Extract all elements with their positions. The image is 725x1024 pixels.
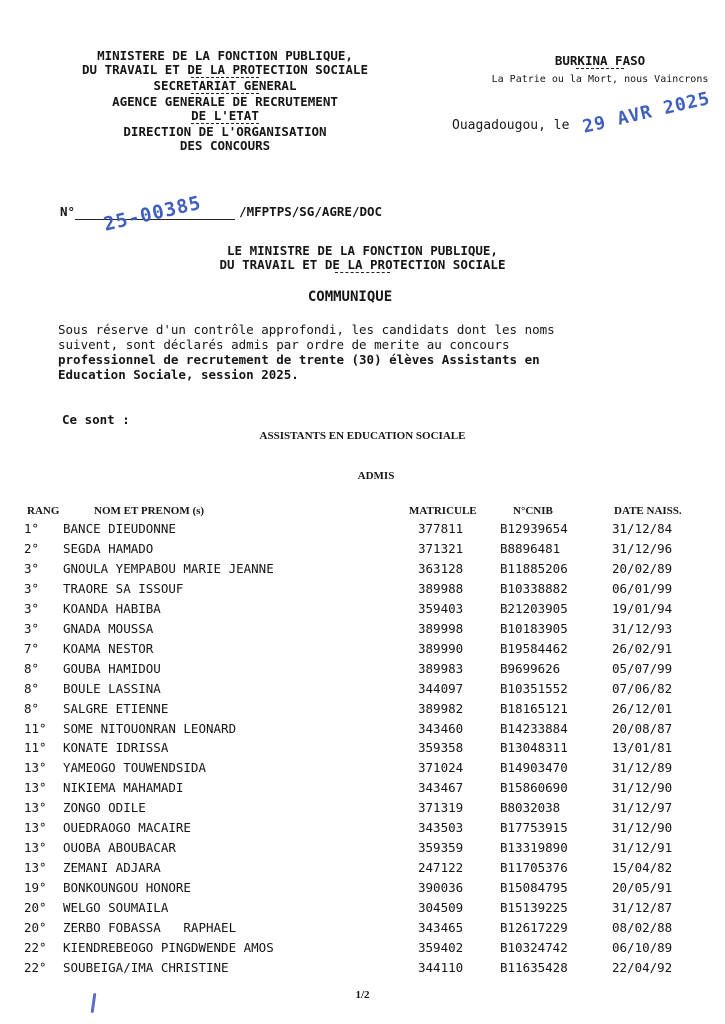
cell-name: WELGO SOUMAILA: [63, 900, 169, 916]
cell-matricule: 359403: [418, 600, 464, 616]
cell-name: GNOULA YEMPABOU MARIE JEANNE: [63, 560, 274, 576]
cell-matricule: 359402: [418, 939, 464, 955]
cell-matricule: 304509: [418, 900, 464, 916]
cell-rank: 13°: [24, 820, 47, 836]
cell-cnib: B15084795: [500, 880, 568, 896]
cell-date: 05/07/99: [612, 660, 673, 676]
cell-date: 31/12/97: [612, 800, 673, 816]
table-row: [0, 860, 725, 880]
cell-rank: 13°: [24, 760, 47, 776]
cell-date: 08/02/88: [612, 920, 673, 935]
cell-matricule: 371319: [418, 800, 464, 816]
cell-date: 31/12/90: [612, 820, 673, 836]
cell-cnib: B13048311: [500, 740, 568, 756]
cell-name: YAMEOGO TOUWENDSIDA: [63, 760, 206, 776]
cell-rank: 11°: [24, 720, 47, 736]
table-row: [0, 521, 725, 541]
cell-cnib: B10351552: [500, 680, 568, 696]
cell-name: TRAORE SA ISSOUF: [63, 580, 184, 596]
table-row: [0, 760, 725, 780]
cell-name: KIENDREBEOGO PINGDWENDE AMOS: [63, 939, 274, 955]
cell-cnib: B10324742: [500, 939, 568, 955]
cell-date: 06/10/89: [612, 939, 673, 955]
minister-heading: [0, 244, 725, 273]
country-name: BURKINA FASO: [554, 53, 646, 68]
ce-sont-label: Ce sont :: [62, 412, 130, 427]
cell-rank: 22°: [24, 939, 47, 955]
cell-name: KONATE IDRISSA: [63, 740, 169, 756]
cell-date: 26/12/01: [612, 700, 673, 716]
cell-name: SEGDA HAMADO: [63, 540, 154, 556]
header-rank: RANG: [27, 505, 60, 517]
table-row: [0, 960, 725, 980]
cell-matricule: 343465: [418, 920, 464, 935]
ref-suffix: /MFPTPS/SG/AGRE/DOC: [239, 204, 383, 219]
cell-name: BANCE DIEUDONNE: [63, 521, 176, 536]
cell-matricule: 371321: [418, 540, 464, 556]
cell-name: NIKIEMA MAHAMADI: [63, 780, 184, 796]
body-line: professionnel de recrutement de trente (30) élèves Assistants en: [58, 352, 540, 367]
separator: [335, 272, 390, 273]
ministry-header: [50, 49, 400, 153]
cell-matricule: 389998: [418, 620, 464, 636]
table-row: [0, 581, 725, 601]
cell-cnib: B11635428: [500, 959, 568, 975]
cell-name: GNADA MOUSSA: [63, 620, 154, 636]
cell-rank: 3°: [24, 600, 40, 616]
cell-name: OUEDRAOGO MACAIRE: [63, 820, 191, 836]
cell-name: BOULE LASSINA: [63, 680, 161, 696]
cell-cnib: B9699626: [500, 660, 561, 676]
header-cnib: N°CNIB: [513, 505, 553, 517]
table-row: [0, 701, 725, 721]
table-row: [0, 541, 725, 561]
cell-rank: 20°: [24, 920, 47, 935]
cell-cnib: B12617229: [500, 920, 568, 935]
header-matricule: MATRICULE: [409, 505, 477, 517]
ministry-line: MINISTERE DE LA FONCTION PUBLIQUE,: [97, 48, 353, 63]
cell-matricule: 344110: [418, 959, 464, 975]
cell-date: 20/08/87: [612, 720, 673, 736]
table-row: [0, 601, 725, 621]
cell-name: ZEMANI ADJARA: [63, 860, 161, 876]
ministry-line: DU TRAVAIL ET DE LA PROTECTION SOCIALE: [82, 62, 368, 77]
cell-cnib: B21203905: [500, 600, 568, 616]
page-number: 1/2: [355, 989, 370, 1001]
cell-cnib: B11885206: [500, 560, 568, 576]
cell-name: ZERBO FOBASSA RAPHAEL: [63, 920, 237, 935]
cell-matricule: 359358: [418, 740, 464, 756]
header-date: DATE NAISS.: [614, 505, 682, 517]
cell-matricule: 389982: [418, 700, 464, 716]
cell-name: BONKOUNGOU HONORE: [63, 880, 191, 896]
ministry-line: DE L'ETAT: [191, 108, 259, 123]
ref-prefix: N°: [60, 204, 76, 219]
cell-rank: 22°: [24, 959, 47, 975]
cell-date: 31/12/84: [612, 521, 673, 536]
cell-matricule: 344097: [418, 680, 464, 696]
body-line: Sous réserve d'un contrôle approfondi, les candidats dont les noms: [58, 322, 555, 337]
cell-cnib: B14903470: [500, 760, 568, 776]
cell-matricule: 389990: [418, 640, 464, 656]
admis-label: ADMIS: [357, 470, 395, 482]
cell-name: SOME NITOUONRAN LEONARD: [63, 720, 237, 736]
cell-rank: 20°: [24, 900, 47, 916]
communique-body: [58, 322, 668, 382]
cell-name: ZONGO ODILE: [63, 800, 146, 816]
cell-name: KOAMA NESTOR: [63, 640, 154, 656]
table-row: [0, 820, 725, 840]
cell-date: 15/04/82: [612, 860, 673, 876]
cell-matricule: 359359: [418, 840, 464, 856]
cell-cnib: B11705376: [500, 860, 568, 876]
cell-cnib: B10183905: [500, 620, 568, 636]
ministry-line: DES CONCOURS: [179, 138, 271, 153]
cell-rank: 1°: [24, 521, 40, 536]
cell-matricule: 343503: [418, 820, 464, 836]
cell-cnib: B19584462: [500, 640, 568, 656]
cell-cnib: B13319890: [500, 840, 568, 856]
body-line: Education Sociale, session 2025.: [58, 367, 299, 382]
cell-date: 22/04/92: [612, 959, 673, 975]
cell-matricule: 371024: [418, 760, 464, 776]
ref-stamp: 25-00385: [101, 191, 204, 236]
cell-matricule: 343467: [418, 780, 464, 796]
ministry-line: SECRETARIAT GENERAL: [153, 78, 297, 93]
cell-rank: 3°: [24, 620, 40, 636]
cell-rank: 8°: [24, 660, 40, 676]
cell-date: 31/12/87: [612, 900, 673, 916]
cell-date: 31/12/96: [612, 540, 673, 556]
cell-date: 31/12/91: [612, 840, 673, 856]
ministry-line: AGENCE GENERALE DE RECRUTEMENT: [112, 94, 338, 109]
cell-matricule: 247122: [418, 860, 464, 876]
cell-cnib: B15139225: [500, 900, 568, 916]
cell-rank: 2°: [24, 540, 40, 556]
table-row: [0, 681, 725, 701]
section-title: ASSISTANTS EN EDUCATION SOCIALE: [259, 430, 466, 442]
cell-rank: 13°: [24, 840, 47, 856]
cell-rank: 13°: [24, 860, 47, 876]
cell-rank: 7°: [24, 640, 40, 656]
cell-matricule: 390036: [418, 880, 464, 896]
cell-matricule: 343460: [418, 720, 464, 736]
table-row: [0, 621, 725, 641]
table-row: [0, 920, 725, 940]
table-row: [0, 721, 725, 741]
table-row: [0, 661, 725, 681]
table-row: [0, 900, 725, 920]
cell-cnib: B17753915: [500, 820, 568, 836]
cell-date: 13/01/81: [612, 740, 673, 756]
cell-rank: 11°: [24, 740, 47, 756]
cell-rank: 13°: [24, 800, 47, 816]
cell-date: 31/12/93: [612, 620, 673, 636]
minister-line-1: LE MINISTRE DE LA FONCTION PUBLIQUE,: [227, 243, 498, 258]
cell-rank: 19°: [24, 880, 47, 896]
body-line: suivent, sont déclarés admis par ordre de merite au concours: [58, 337, 510, 352]
cell-rank: 8°: [24, 680, 40, 696]
cell-name: SALGRE ETIENNE: [63, 700, 169, 716]
ministry-line: DIRECTION DE L'ORGANISATION: [123, 124, 327, 139]
cell-matricule: 389983: [418, 660, 464, 676]
separator: [576, 68, 624, 69]
table-row: [0, 940, 725, 960]
table-row: [0, 740, 725, 760]
cell-date: 31/12/90: [612, 780, 673, 796]
cell-date: 19/01/94: [612, 600, 673, 616]
header-name: NOM ET PRENOM (s): [94, 505, 205, 517]
cell-date: 20/05/91: [612, 880, 673, 896]
cell-name: OUOBA ABOUBACAR: [63, 840, 176, 856]
cell-rank: 3°: [24, 580, 40, 596]
cell-matricule: 377811: [418, 521, 464, 536]
cell-rank: 13°: [24, 780, 47, 796]
date-stamp: 29 AVR 2025: [580, 87, 713, 138]
cell-cnib: B8896481: [500, 540, 561, 556]
cell-rank: 8°: [24, 700, 40, 716]
table-row: [0, 800, 725, 820]
national-motto: La Patrie ou la Mort, nous Vaincrons: [491, 74, 709, 85]
document-title: COMMUNIQUE: [307, 289, 393, 305]
cell-cnib: B8032038: [500, 800, 561, 816]
cell-cnib: B10338882: [500, 580, 568, 596]
table-row: [0, 641, 725, 661]
cell-date: 07/06/82: [612, 680, 673, 696]
cell-name: SOUBEIGA/IMA CHRISTINE: [63, 959, 229, 975]
place-label: Ouagadougou, le: [452, 118, 570, 133]
table-row: [0, 840, 725, 860]
cell-date: 26/02/91: [612, 640, 673, 656]
cell-cnib: B14233884: [500, 720, 568, 736]
cell-cnib: B12939654: [500, 521, 568, 536]
country-block: [480, 53, 720, 69]
table-row: [0, 561, 725, 581]
cell-name: KOANDA HABIBA: [63, 600, 161, 616]
table-row: [0, 780, 725, 800]
minister-line-2: DU TRAVAIL ET DE LA PROTECTION SOCIALE: [219, 257, 506, 272]
cell-matricule: 389988: [418, 580, 464, 596]
cell-cnib: B15860690: [500, 780, 568, 796]
cell-matricule: 363128: [418, 560, 464, 576]
cell-name: GOUBA HAMIDOU: [63, 660, 161, 676]
cell-date: 20/02/89: [612, 560, 673, 576]
table-row: [0, 880, 725, 900]
cell-date: 06/01/99: [612, 580, 673, 596]
cell-date: 31/12/89: [612, 760, 673, 776]
cell-rank: 3°: [24, 560, 40, 576]
cell-cnib: B18165121: [500, 700, 568, 716]
